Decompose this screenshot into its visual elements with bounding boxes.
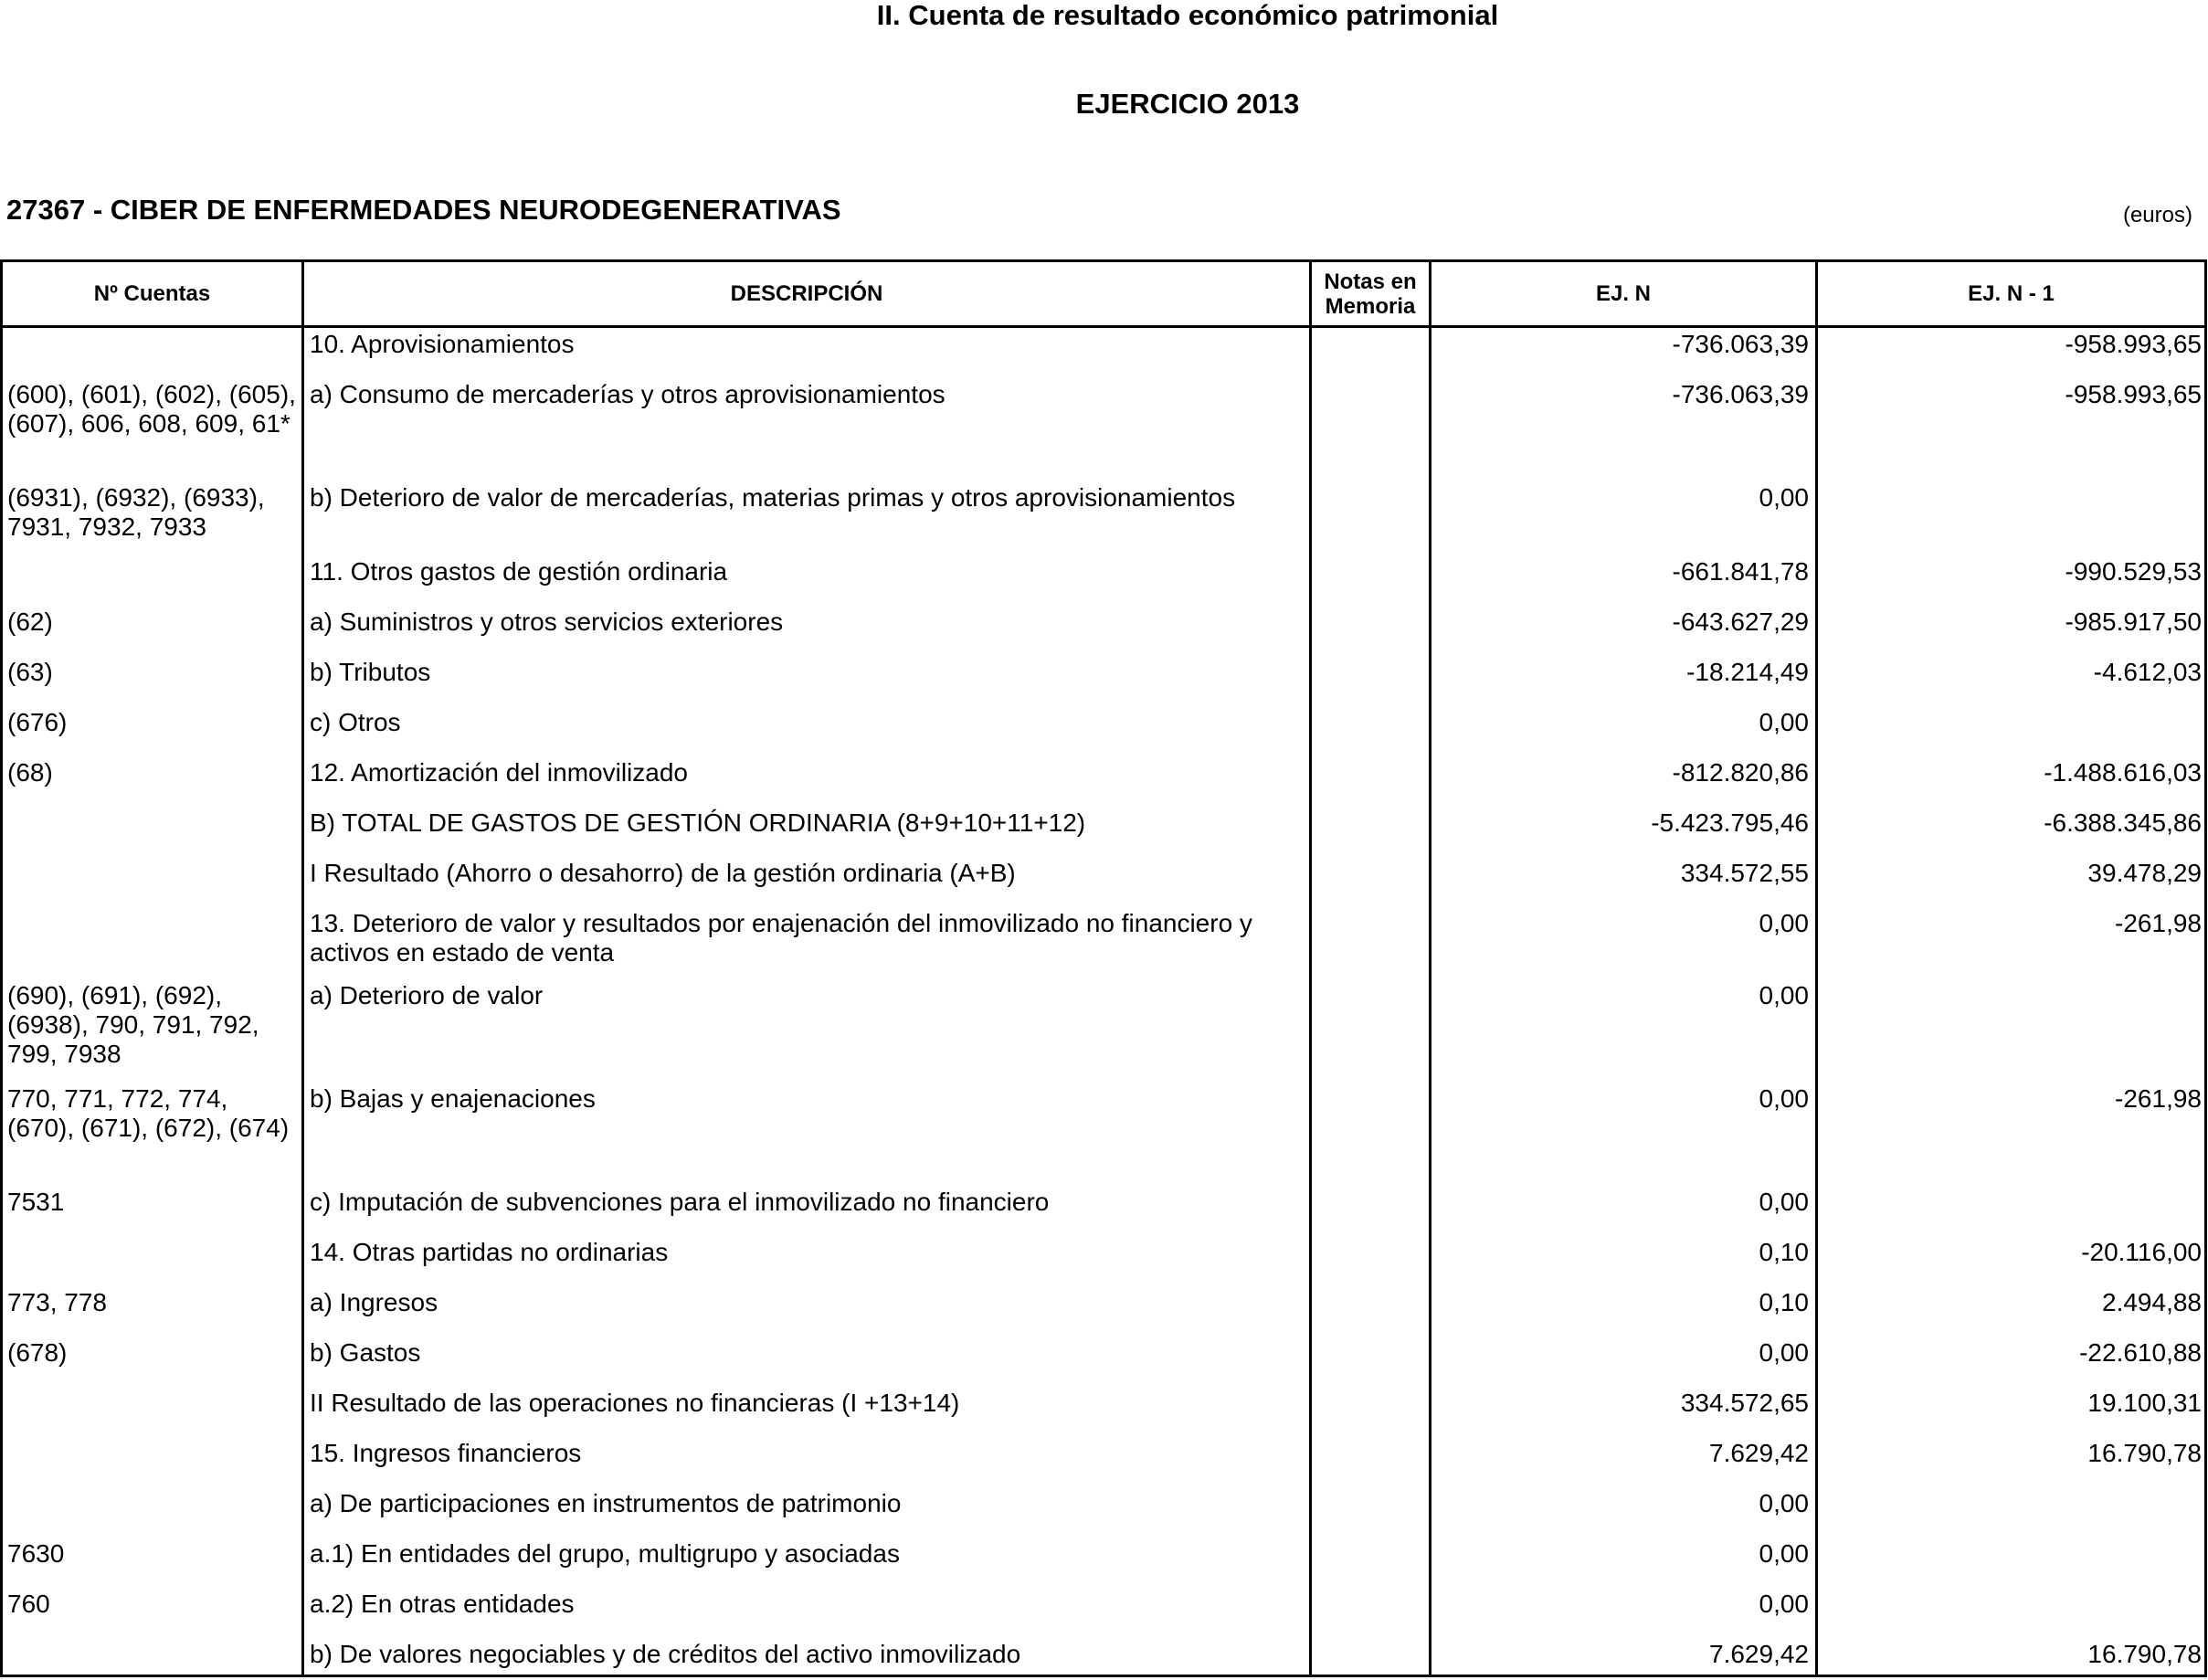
header-year-n: EJ. N [1595,281,1652,306]
description-cell: I Resultado (Ahorro o desahorro) de la gestión ordinaria (A+B) [310,859,1016,887]
accounts-cell: 7531 [7,1188,65,1216]
year-n-cell: -5.423.795,46 [1651,808,1809,837]
description-cell: b) Tributos [310,658,431,686]
accounts-cell: (678) [7,1338,68,1367]
description-cell: 14. Otras partidas no ordinarias [310,1238,669,1266]
header-accounts: Nº Cuentas [93,281,211,306]
year-n-cell: 0,00 [1759,1084,1809,1113]
accounts-cell: (600), (601), (602), (605), (607), 606, 608, 609, 61* [7,380,296,438]
column-separator [1815,262,1818,1675]
year-n1-cell: -20.116,00 [2081,1238,2202,1266]
year-n1-cell: -990.529,53 [2065,557,2202,586]
description-cell: II Resultado de las operaciones no financieras (I +13+14) [310,1389,960,1417]
description-cell: a) Suministros y otros servicios exteriores [310,608,784,636]
table-header [3,262,2204,328]
description-cell: b) De valores negociables y de créditos del activo inmovilizado [310,1640,1021,1668]
year-n-cell: -736.063,39 [1672,330,1809,358]
year-n1-cell: 16.790,78 [2087,1439,2202,1467]
year-n-cell: 0,00 [1759,1188,1809,1216]
year-n-cell: -18.214,49 [1686,658,1809,686]
accounts-cell: (62) [7,608,53,636]
year-n1-cell: 39.478,29 [2087,859,2202,887]
description-cell: a.2) En otras entidades [310,1590,575,1618]
description-cell: a) Consumo de mercaderías y otros aprovisionamientos [310,380,946,408]
description-cell: 12. Amortización del inmovilizado [310,758,688,787]
accounts-cell: 7630 [7,1539,65,1568]
description-cell: b) Deterioro de valor de mercaderías, materias primas y otros aprovisionamientos [310,483,1236,512]
year-n1-cell: -958.993,65 [2065,380,2202,408]
description-cell: 11. Otros gastos de gestión ordinaria [310,557,728,586]
year-n-cell: -812.820,86 [1672,758,1809,787]
description-cell: a) De participaciones en instrumentos de patrimonio [310,1489,902,1517]
description-cell: a.1) En entidades del grupo, multigrupo y asociadas [310,1539,900,1568]
entity-title: 27367 - CIBER DE ENFERMEDADES NEURODEGENERATIVAS [6,194,841,226]
accounts-cell: (68) [7,758,53,787]
year-n1-cell: -958.993,65 [2065,330,2202,358]
description-cell: b) Gastos [310,1338,421,1367]
accounts-cell: 760 [7,1590,50,1618]
year-n-cell: 0,00 [1759,1590,1809,1618]
year-n1-cell: -4.612,03 [2093,658,2202,686]
column-separator [1309,262,1312,1675]
accounts-cell: (6931), (6932), (6933), 7931, 7932, 7933 [7,483,265,541]
year-n1-cell: -985.917,50 [2065,608,2202,636]
page-title: II. Cuenta de resultado económico patrimonial [876,0,1499,31]
year-n-cell: 0,00 [1759,483,1809,512]
year-n-cell: 7.629,42 [1709,1439,1809,1467]
description-cell: c) Imputación de subvenciones para el inmovilizado no financiero [310,1188,1050,1216]
year-n-cell: -661.841,78 [1672,557,1809,586]
description-cell: 13. Deterioro de valor y resultados por enajenación del inmovilizado no financiero y activos en estado de venta [310,909,1252,967]
year-n-cell: 0,00 [1759,1539,1809,1568]
year-n-cell: 7.629,42 [1709,1640,1809,1668]
header-description: DESCRIPCIÓN [730,281,883,306]
accounts-cell: (676) [7,708,68,736]
header-year-n1: EJ. N - 1 [1968,281,2055,306]
accounts-cell: (690), (691), (692), (6938), 790, 791, 792, 799, 7938 [7,981,259,1068]
year-n1-cell: -261,98 [2115,909,2202,937]
year-n-cell: 0,10 [1759,1238,1809,1266]
accounts-cell: (63) [7,658,53,686]
year-n1-cell: -261,98 [2115,1084,2202,1113]
description-cell: a) Deterioro de valor [310,981,544,1009]
year-n1-cell: -6.388.345,86 [2044,808,2202,837]
year-n-cell: 0,00 [1759,1338,1809,1367]
column-separator [301,262,304,1675]
year-n1-cell: 2.494,88 [2102,1288,2202,1316]
description-cell: b) Bajas y enajenaciones [310,1084,596,1113]
year-n-cell: 0,00 [1759,708,1809,736]
year-n1-cell: -22.610,88 [2079,1338,2202,1367]
year-n-cell: 0,00 [1759,1489,1809,1517]
description-cell: c) Otros [310,708,401,736]
year-n1-cell: -1.488.616,03 [2044,758,2202,787]
exercise-title: EJERCICIO 2013 [1075,88,1300,120]
year-n-cell: 0,00 [1759,981,1809,1009]
year-n-cell: 334.572,55 [1680,859,1809,887]
description-cell: 15. Ingresos financieros [310,1439,582,1467]
year-n1-cell: 19.100,31 [2087,1389,2202,1417]
accounts-cell: 773, 778 [7,1288,107,1316]
description-cell: 10. Aprovisionamientos [310,330,575,358]
year-n-cell: -643.627,29 [1672,608,1809,636]
year-n-cell: -736.063,39 [1672,380,1809,408]
description-cell: B) TOTAL DE GASTOS DE GESTIÓN ORDINARIA (8+9+10+11+12) [310,808,1086,837]
year-n-cell: 0,10 [1759,1288,1809,1316]
header-notes: Notas en Memoria [1324,269,1417,319]
currency-note: (euros) [2122,203,2192,227]
year-n-cell: 334.572,65 [1680,1389,1809,1417]
year-n1-cell: 16.790,78 [2087,1640,2202,1668]
accounts-cell: 770, 771, 772, 774, (670), (671), (672), (674) [7,1084,290,1142]
year-n-cell: 0,00 [1759,909,1809,937]
results-table [0,259,2207,1677]
description-cell: a) Ingresos [310,1288,438,1316]
